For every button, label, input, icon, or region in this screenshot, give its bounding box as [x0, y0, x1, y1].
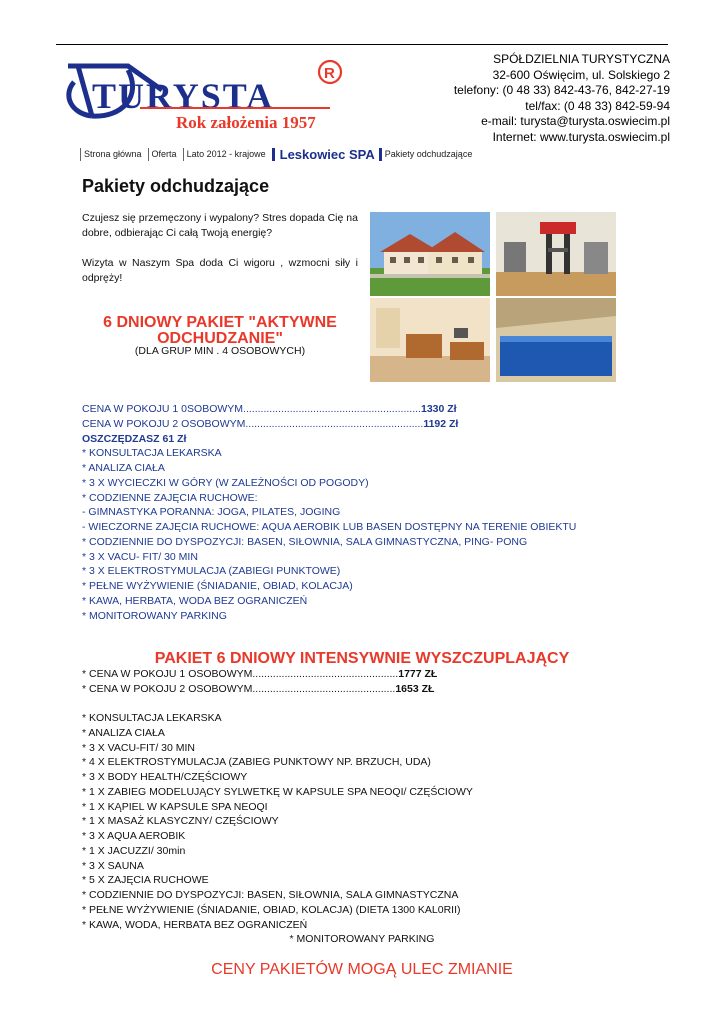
- list-item: * ANALIZA CIAŁA: [82, 726, 165, 739]
- package1-subheading: (DLA GRUP MIN . 4 OSOBOWYCH): [134, 345, 306, 357]
- breadcrumb-home[interactable]: Strona główna: [80, 148, 148, 161]
- list-item: * 3 X BODY HEALTH/CZĘŚCIOWY: [82, 771, 248, 783]
- intro-paragraph: Wizyta w Naszym Spa doda Ci wigoru , wzmocni siły i odpręży!: [82, 257, 358, 284]
- breadcrumb-current: Pakiety odchudzające: [379, 148, 479, 161]
- package1-list: [82, 402, 576, 623]
- contact-line: telefony: (0 48 33) 842-43-76, 842-27-19: [453, 83, 670, 98]
- list-item: * PEŁNE WYŻYWIENIE (ŚNIADANIE, OBIAD, KOLACJA): [82, 580, 353, 592]
- list-item: - WIECZORNE ZAJĘCIA RUCHOWE: AQUA AEROBIK LUB BASEN DOSTĘPNY NA TERENIE OBIEKTU: [82, 521, 577, 533]
- list-item: * 3 X ELEKTROSTYMULACJA (ZABIEGI PUNKTOWE): [82, 565, 341, 578]
- page-title: Pakiety odchudzające: [82, 176, 270, 196]
- turysta-logo: [62, 56, 350, 140]
- list-item: * 4 X ELEKTROSTYMULACJA (ZABIEG PUNKTOWY NP. BRZUCH, UDA): [82, 756, 431, 769]
- room-photo: [370, 298, 490, 382]
- pool-photo: [496, 298, 616, 382]
- list-item: * 5 X ZAJĘCIA RUCHOWE: [82, 874, 209, 887]
- price-line: * CENA W POKOJU 1 OSOBOWYM..................................................1777 ZŁ: [82, 668, 438, 680]
- list-item: * CODZIENNIE DO DYSPOZYCJI: BASEN, SIŁOWNIA, SALA GIMNASTYCZNA, PING- PONG: [82, 535, 528, 548]
- breadcrumb-summer[interactable]: Lato 2012 - krajowe: [183, 148, 272, 161]
- logo-text: TURYSTA: [92, 76, 275, 116]
- intro-paragraph: Czujesz się przemęczony i wypalony? Stres dopada Cię na dobre, odbierając Ci całą Twoją energię?: [82, 212, 358, 239]
- price-line: * CENA W POKOJU 2 OSOBOWYM.................................................1653 ZŁ: [82, 682, 435, 695]
- list-item: * CODZIENNE ZAJĘCIA RUCHOWE:: [82, 491, 258, 504]
- list-item: * PEŁNE WYŻYWIENIE (ŚNIADANIE, OBIAD, KOLACJA) (DIETA 1300 KAL0RII): [82, 903, 461, 916]
- package1-heading: 6 DNIOWY PAKIET "AKTYWNE ODCHUDZANIE": [103, 314, 337, 347]
- email-link[interactable]: e-mail: turysta@turysta.oswiecim.pl: [481, 114, 670, 129]
- contact-line: 32-600 Oświęcim, ul. Solskiego 2: [492, 67, 670, 82]
- contact-line: SPÓŁDZIELNIA TURYSTYCZNA: [493, 52, 670, 66]
- breadcrumb: [80, 148, 478, 161]
- list-item: * MONITOROWANY PARKING: [82, 609, 227, 622]
- list-item: * 1 X KĄPIEL W KAPSULE SPA NEOQI: [82, 800, 268, 813]
- price-line: CENA W POKOJU 2 OSOBOWYM.............................................................1192 Zł: [82, 417, 459, 430]
- list-item: * KAWA, WODA, HERBATA BEZ OGRANICZEŃ: [82, 918, 308, 931]
- breadcrumb-offer[interactable]: Oferta: [148, 148, 183, 161]
- header-rule: [56, 44, 668, 45]
- savings-line: OSZCZĘDZASZ 61 Zł: [82, 432, 187, 445]
- package2-prices: [82, 667, 437, 697]
- list-item: * 1 X MASAŻ KLASYCZNY/ CZĘŚCIOWY: [82, 815, 279, 828]
- package2-list: [82, 711, 473, 932]
- price-line: CENA W POKOJU 1 0SOBOWYM.............................................................1330 Zł: [82, 403, 457, 415]
- parking-line: * MONITOROWANY PARKING: [289, 933, 435, 945]
- list-item: * CODZIENNIE DO DYSPOZYCJI: BASEN, SIŁOWNIA, SALA GIMNASTYCZNA: [82, 889, 459, 901]
- price-change-note: CENY PAKIETÓW MOGĄ ULEC ZMIANIE: [211, 961, 513, 978]
- list-item: * 3 X VACU- FIT/ 30 MIN: [82, 550, 198, 563]
- website-link[interactable]: Internet: www.turysta.oswiecim.pl: [492, 129, 670, 144]
- list-item: * KAWA, HERBATA, WODA BEZ OGRANICZEŃ: [82, 594, 308, 607]
- list-item: * 3 X SAUNA: [82, 859, 144, 872]
- breadcrumb-leskowiec-spa[interactable]: Leskowiec SPA: [272, 148, 379, 161]
- list-item: * KONSULTACJA LEKARSKA: [82, 712, 222, 724]
- list-item: - GIMNASTYKA PORANNA: JOGA, PILATES, JOGING: [82, 506, 341, 519]
- gym-photo: [496, 212, 616, 296]
- list-item: * KONSULTACJA LEKARSKA: [82, 447, 222, 460]
- hotel-building-photo: [370, 212, 490, 296]
- package2-heading: PAKIET 6 DNIOWY INTENSYWNIE WYSZCZUPLAJĄCY: [154, 650, 570, 667]
- svg-text:R: R: [324, 65, 335, 82]
- logo-tagline: Rok założenia 1957: [176, 113, 316, 132]
- contact-block: [454, 52, 670, 146]
- list-item: * 3 X AQUA AEROBIK: [82, 830, 186, 842]
- contact-line: tel/fax: (0 48 33) 842-59-94: [525, 98, 670, 113]
- list-item: * 3 X VACU-FIT/ 30 MIN: [82, 741, 195, 754]
- list-item: * 1 X ZABIEG MODELUJĄCY SYLWETKĘ W KAPSULE SPA NEOQI/ CZĘŚCIOWY: [82, 785, 473, 798]
- list-item: * ANALIZA CIAŁA: [82, 462, 165, 474]
- list-item: * 3 X WYCIECZKI W GÓRY (W ZALEŻNOŚCI OD POGODY): [82, 476, 369, 489]
- list-item: * 1 X JACUZZI/ 30min: [82, 844, 186, 857]
